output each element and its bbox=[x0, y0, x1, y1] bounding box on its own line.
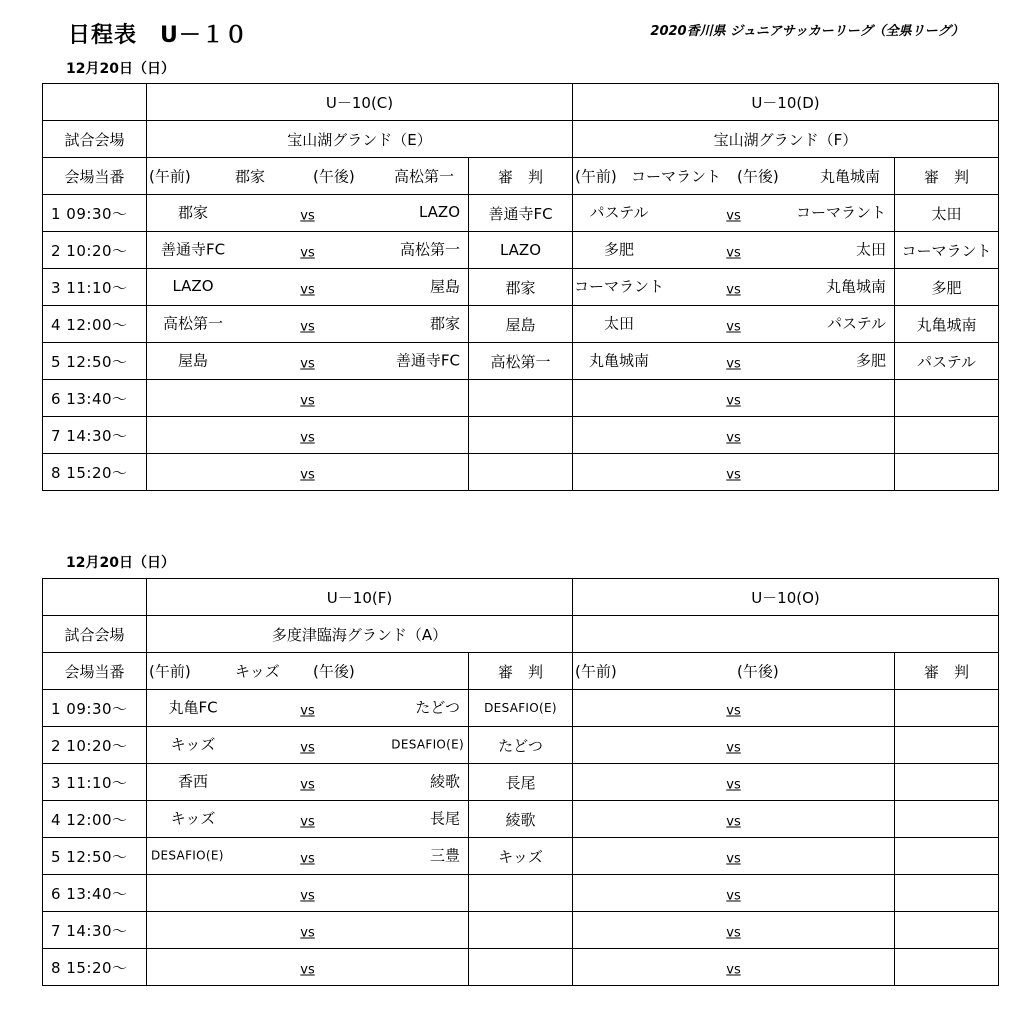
match-row bbox=[43, 232, 999, 269]
home-team: 高松第一 bbox=[162, 314, 223, 333]
referee-team: LAZO bbox=[469, 232, 573, 269]
match-cell bbox=[147, 801, 469, 838]
referee-team: コーマラント bbox=[895, 232, 999, 269]
time-slot: 5 12:50～ bbox=[43, 343, 147, 380]
match-cell bbox=[147, 912, 469, 949]
group-name: U－10(D) bbox=[573, 84, 999, 121]
vs-label: vs bbox=[726, 703, 741, 719]
match-row bbox=[43, 912, 999, 949]
referee-team bbox=[895, 727, 999, 764]
match-cell bbox=[573, 343, 895, 380]
venue-row bbox=[43, 121, 999, 158]
match-cell bbox=[573, 764, 895, 801]
vs-label: vs bbox=[300, 740, 315, 756]
group-name: U－10(O) bbox=[573, 579, 999, 616]
match-cell bbox=[147, 343, 469, 380]
match-row bbox=[43, 838, 999, 875]
home-team: 香西 bbox=[177, 772, 208, 791]
referee-team bbox=[895, 801, 999, 838]
venue-label: 試合会場 bbox=[43, 616, 147, 653]
home-team: 屋島 bbox=[177, 351, 208, 370]
venue-name bbox=[573, 616, 999, 653]
am-label: (午前) bbox=[149, 662, 191, 681]
match-row bbox=[43, 801, 999, 838]
match-cell bbox=[147, 875, 469, 912]
away-team: 多肥 bbox=[855, 351, 886, 370]
home-team: 丸亀FC bbox=[168, 698, 218, 717]
referee-team: 綾歌 bbox=[469, 801, 573, 838]
vs-label: vs bbox=[300, 208, 315, 224]
match-cell bbox=[573, 838, 895, 875]
referee-team bbox=[469, 949, 573, 986]
am-label: (午前) bbox=[149, 167, 191, 186]
vs-label: vs bbox=[300, 777, 315, 793]
match-cell bbox=[147, 306, 469, 343]
pm-label: (午後) bbox=[313, 167, 355, 186]
match-cell bbox=[147, 690, 469, 727]
match-row bbox=[43, 343, 999, 380]
league-name: 2020香川県 ジュニアサッカーリーグ（全県リーグ） bbox=[650, 24, 964, 39]
venue-name: 宝山湖グランド（F） bbox=[573, 121, 999, 158]
vs-label: vs bbox=[726, 245, 741, 261]
venue-label: 試合会場 bbox=[43, 121, 147, 158]
referee-team: 屋島 bbox=[469, 306, 573, 343]
vs-label: vs bbox=[300, 851, 315, 867]
group-name: U－10(F) bbox=[147, 579, 573, 616]
duty-label: 会場当番 bbox=[43, 158, 147, 195]
match-row bbox=[43, 454, 999, 491]
away-team: 高松第一 bbox=[399, 240, 460, 259]
match-cell bbox=[573, 690, 895, 727]
venue-name: 多度津臨海グランド（A） bbox=[147, 616, 573, 653]
referee-team bbox=[895, 912, 999, 949]
vs-label: vs bbox=[300, 430, 315, 446]
match-cell bbox=[147, 269, 469, 306]
vs-label: vs bbox=[300, 356, 315, 372]
venue-row bbox=[43, 616, 999, 653]
time-slot: 7 14:30～ bbox=[43, 417, 147, 454]
away-team: LAZO bbox=[418, 203, 460, 222]
away-team: DESAFIO(E) bbox=[391, 737, 464, 752]
vs-label: vs bbox=[726, 319, 741, 335]
home-team: DESAFIO(E) bbox=[151, 848, 224, 863]
referee-team bbox=[895, 875, 999, 912]
vs-label: vs bbox=[300, 962, 315, 978]
time-slot: 7 14:30～ bbox=[43, 912, 147, 949]
home-team: 丸亀城南 bbox=[588, 351, 649, 370]
time-slot: 5 12:50～ bbox=[43, 838, 147, 875]
referee-team: パステル bbox=[895, 343, 999, 380]
referee-team: 郡家 bbox=[469, 269, 573, 306]
match-cell bbox=[573, 269, 895, 306]
referee-team: 多肥 bbox=[895, 269, 999, 306]
schedule-date: 12月20日（日） bbox=[66, 555, 175, 571]
away-team: パステル bbox=[827, 314, 886, 333]
time-slot: 4 12:00～ bbox=[43, 801, 147, 838]
match-cell bbox=[573, 306, 895, 343]
home-team: 善通寺FC bbox=[160, 240, 226, 259]
match-row bbox=[43, 306, 999, 343]
match-row bbox=[43, 727, 999, 764]
away-team: 郡家 bbox=[429, 314, 460, 333]
duty-row bbox=[43, 158, 999, 195]
match-cell bbox=[573, 949, 895, 986]
match-row bbox=[43, 949, 999, 986]
corner-cell bbox=[43, 579, 147, 616]
home-team: 多肥 bbox=[603, 240, 634, 259]
schedule-table bbox=[42, 578, 999, 986]
time-slot: 1 09:30～ bbox=[43, 195, 147, 232]
vs-label: vs bbox=[300, 703, 315, 719]
home-team: キッズ bbox=[170, 809, 216, 828]
duty-cell bbox=[573, 653, 895, 690]
match-row bbox=[43, 764, 999, 801]
referee-team: 長尾 bbox=[469, 764, 573, 801]
home-team: LAZO bbox=[172, 277, 214, 296]
referee-team bbox=[895, 417, 999, 454]
vs-label: vs bbox=[726, 777, 741, 793]
vs-label: vs bbox=[726, 851, 741, 867]
home-team: 郡家 bbox=[177, 203, 208, 222]
vs-label: vs bbox=[726, 282, 741, 298]
vs-label: vs bbox=[726, 962, 741, 978]
match-cell bbox=[147, 949, 469, 986]
time-slot: 3 11:10～ bbox=[43, 764, 147, 801]
referee-team bbox=[469, 380, 573, 417]
time-slot: 6 13:40～ bbox=[43, 875, 147, 912]
venue-name: 宝山湖グランド（E） bbox=[147, 121, 573, 158]
match-row bbox=[43, 380, 999, 417]
match-cell bbox=[147, 232, 469, 269]
group-header-row bbox=[43, 84, 999, 121]
vs-label: vs bbox=[726, 208, 741, 224]
vs-label: vs bbox=[726, 888, 741, 904]
home-team: パステル bbox=[589, 203, 649, 222]
referee-team: 丸亀城南 bbox=[895, 306, 999, 343]
match-cell bbox=[573, 380, 895, 417]
referee-team bbox=[895, 690, 999, 727]
match-row bbox=[43, 195, 999, 232]
match-cell bbox=[573, 195, 895, 232]
match-cell bbox=[147, 764, 469, 801]
referee-label: 審 判 bbox=[895, 158, 999, 195]
corner-cell bbox=[43, 84, 147, 121]
match-row bbox=[43, 875, 999, 912]
away-team: 三豊 bbox=[429, 846, 460, 865]
group-name: U－10(C) bbox=[147, 84, 573, 121]
match-cell bbox=[573, 801, 895, 838]
vs-label: vs bbox=[300, 282, 315, 298]
vs-label: vs bbox=[300, 925, 315, 941]
pm-team: 高松第一 bbox=[393, 167, 454, 186]
am-label: (午前) bbox=[575, 662, 617, 681]
away-team: 綾歌 bbox=[429, 772, 460, 791]
am-label: (午前) bbox=[575, 167, 617, 186]
referee-label: 審 判 bbox=[469, 653, 573, 690]
duty-cell bbox=[147, 158, 469, 195]
time-slot: 3 11:10～ bbox=[43, 269, 147, 306]
match-cell bbox=[147, 727, 469, 764]
vs-label: vs bbox=[300, 245, 315, 261]
duty-cell bbox=[147, 653, 469, 690]
referee-team bbox=[895, 454, 999, 491]
match-cell bbox=[147, 380, 469, 417]
match-cell bbox=[573, 875, 895, 912]
away-team: 太田 bbox=[855, 240, 886, 259]
duty-row bbox=[43, 653, 999, 690]
vs-label: vs bbox=[726, 740, 741, 756]
referee-team bbox=[895, 838, 999, 875]
away-team: コーマラント bbox=[795, 203, 886, 222]
vs-label: vs bbox=[300, 393, 315, 409]
away-team: 丸亀城南 bbox=[825, 277, 886, 296]
referee-team: DESAFIO(E) bbox=[469, 690, 573, 727]
schedule-table bbox=[42, 83, 999, 491]
time-slot: 8 15:20～ bbox=[43, 454, 147, 491]
referee-team bbox=[895, 380, 999, 417]
duty-label: 会場当番 bbox=[43, 653, 147, 690]
match-cell bbox=[573, 912, 895, 949]
vs-label: vs bbox=[300, 467, 315, 483]
referee-team: たどつ bbox=[469, 727, 573, 764]
vs-label: vs bbox=[726, 430, 741, 446]
referee-team: 高松第一 bbox=[469, 343, 573, 380]
referee-label: 審 判 bbox=[469, 158, 573, 195]
vs-label: vs bbox=[300, 814, 315, 830]
pm-team: 丸亀城南 bbox=[819, 167, 880, 186]
time-slot: 4 12:00～ bbox=[43, 306, 147, 343]
am-team: キッズ bbox=[235, 662, 280, 681]
vs-label: vs bbox=[726, 814, 741, 830]
pm-label: (午後) bbox=[313, 662, 355, 681]
home-team: コーマラント bbox=[573, 277, 664, 296]
away-team: 善通寺FC bbox=[395, 351, 460, 370]
vs-label: vs bbox=[300, 319, 315, 335]
match-cell bbox=[147, 195, 469, 232]
referee-team: 善通寺FC bbox=[469, 195, 573, 232]
match-row bbox=[43, 417, 999, 454]
duty-cell bbox=[573, 158, 895, 195]
match-cell bbox=[573, 454, 895, 491]
referee-team bbox=[895, 949, 999, 986]
vs-label: vs bbox=[726, 467, 741, 483]
time-slot: 6 13:40～ bbox=[43, 380, 147, 417]
referee-team bbox=[895, 764, 999, 801]
time-slot: 2 10:20～ bbox=[43, 232, 147, 269]
away-team: 屋島 bbox=[429, 277, 460, 296]
match-row bbox=[43, 269, 999, 306]
match-cell bbox=[573, 727, 895, 764]
group-header-row bbox=[43, 579, 999, 616]
match-cell bbox=[147, 417, 469, 454]
referee-team: 太田 bbox=[895, 195, 999, 232]
referee-team bbox=[469, 454, 573, 491]
away-team: たどつ bbox=[415, 698, 460, 717]
referee-team bbox=[469, 417, 573, 454]
match-cell bbox=[573, 232, 895, 269]
time-slot: 2 10:20～ bbox=[43, 727, 147, 764]
vs-label: vs bbox=[300, 888, 315, 904]
away-team: 長尾 bbox=[429, 809, 460, 828]
referee-team bbox=[469, 912, 573, 949]
home-team: 太田 bbox=[603, 314, 634, 333]
page-title: 日程表 U－１０ bbox=[68, 23, 248, 48]
match-cell bbox=[573, 417, 895, 454]
vs-label: vs bbox=[726, 356, 741, 372]
schedule-date: 12月20日（日） bbox=[66, 61, 175, 77]
pm-label: (午後) bbox=[737, 662, 779, 681]
pm-label: (午後) bbox=[737, 167, 779, 186]
vs-label: vs bbox=[726, 393, 741, 409]
am-team: 郡家 bbox=[235, 167, 266, 186]
match-cell bbox=[147, 838, 469, 875]
am-team: コーマラント bbox=[631, 167, 722, 186]
time-slot: 8 15:20～ bbox=[43, 949, 147, 986]
referee-team: キッズ bbox=[469, 838, 573, 875]
vs-label: vs bbox=[726, 925, 741, 941]
referee-label: 審 判 bbox=[895, 653, 999, 690]
match-cell bbox=[147, 454, 469, 491]
referee-team bbox=[469, 875, 573, 912]
home-team: キッズ bbox=[170, 735, 216, 754]
time-slot: 1 09:30～ bbox=[43, 690, 147, 727]
match-row bbox=[43, 690, 999, 727]
